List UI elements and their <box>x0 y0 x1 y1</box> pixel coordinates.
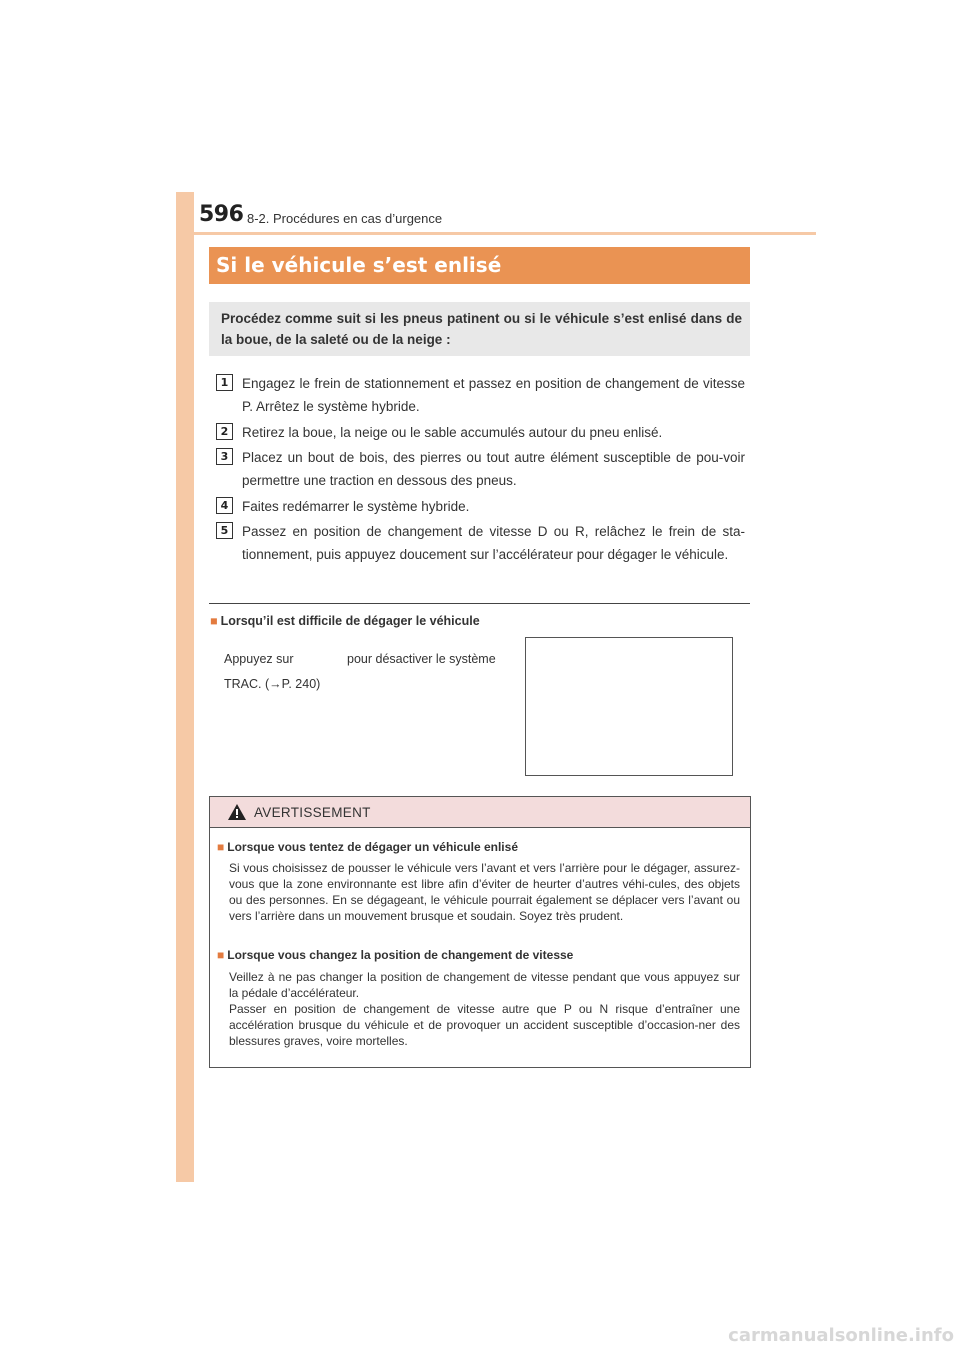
difficult-heading <box>210 614 480 628</box>
trac-text-part3: TRAC. (→P. 240) <box>224 677 321 691</box>
chapter-title: 8-2. Procédures en cas d’urgence <box>247 211 443 226</box>
step-number-5: 5 <box>216 522 233 539</box>
illustration-frame <box>525 637 733 776</box>
section-banner <box>209 247 750 284</box>
section-divider <box>209 603 750 604</box>
difficult-heading-text: Lorsqu’il est difficile de dégager le véhicule <box>220 614 480 628</box>
square-bullet-icon: ■ <box>210 614 218 628</box>
warning-heading-1 <box>217 840 518 854</box>
warning-box <box>209 796 751 1068</box>
step-text-5: Passez en position de changement de vitesse D ou R, relâchez le frein de sta-tionnement, puis appuyez doucement sur l’accélérateur pour dégager le véhicule. <box>242 524 745 562</box>
intro-text: Procédez comme suit si les pneus patinent ou si le véhicule s’est enlisé dans de la boue, de la saleté ou de la neige : <box>221 311 742 347</box>
step-text-2: Retirez la boue, la neige ou le sable accumulés autour du pneu enlisé. <box>242 425 663 440</box>
warning-title: AVERTISSEMENT <box>254 805 371 820</box>
side-margin-bar <box>176 192 194 1182</box>
step-text-3: Placez un bout de bois, des pierres ou tout autre élément susceptible de pou-voir permettre une traction en dessous des pneus. <box>242 450 745 488</box>
trac-text-part2: pour désactiver le système <box>347 652 496 666</box>
step-text-4: Faites redémarrer le système hybride. <box>242 499 470 514</box>
step-number-4: 4 <box>216 497 233 514</box>
step-number-3: 3 <box>216 448 233 465</box>
warning-heading-1-text: Lorsque vous tentez de dégager un véhicule enlisé <box>227 840 518 854</box>
warning-paragraph-1: Si vous choisissez de pousser le véhicule vers l’avant et vers l’arrière pour le dégager, assurez-vous que la zone environnante est libre afin d’éviter de heurter d’autres véhi-cules, des objets ou des personnes. En se dégageant, le véhicule pourrait également se déplacer vers l’avant ou vers l’arrière dans un mouvement brusque et soudain. Soyez très prudent. <box>229 861 740 923</box>
step-number-2: 2 <box>216 423 233 440</box>
step-text-1: Engagez le frein de stationnement et passez en position de changement de vitesse P. Arrêtez le système hybride. <box>242 376 745 414</box>
warning-paragraph-2: Veillez à ne pas changer la position de changement de vitesse pendant que vous appuyez sur la pédale d’accélérateur. <box>229 970 740 1000</box>
warning-header <box>210 797 750 828</box>
warning-heading-2 <box>217 948 573 962</box>
page-number: 596 <box>199 202 244 227</box>
square-bullet-icon: ■ <box>217 840 225 854</box>
warning-paragraph-3: Passer en position de changement de vitesse autre que P ou N risque d’entraîner une accélération brusque du véhicule et de provoquer un accident susceptible d’occasion-ner des blessures graves, voire mortelles. <box>229 1002 740 1048</box>
section-title: Si le véhicule s’est enlisé <box>216 253 502 277</box>
step-number-1: 1 <box>216 374 233 391</box>
intro-box <box>209 302 750 356</box>
watermark: carmanualsonline.info <box>728 1325 954 1346</box>
trac-text-part1: Appuyez sur <box>224 652 294 666</box>
header-rule <box>176 232 816 235</box>
warning-heading-2-text: Lorsque vous changez la position de changement de vitesse <box>227 948 574 962</box>
square-bullet-icon: ■ <box>217 948 225 962</box>
warning-triangle-icon <box>227 803 247 821</box>
